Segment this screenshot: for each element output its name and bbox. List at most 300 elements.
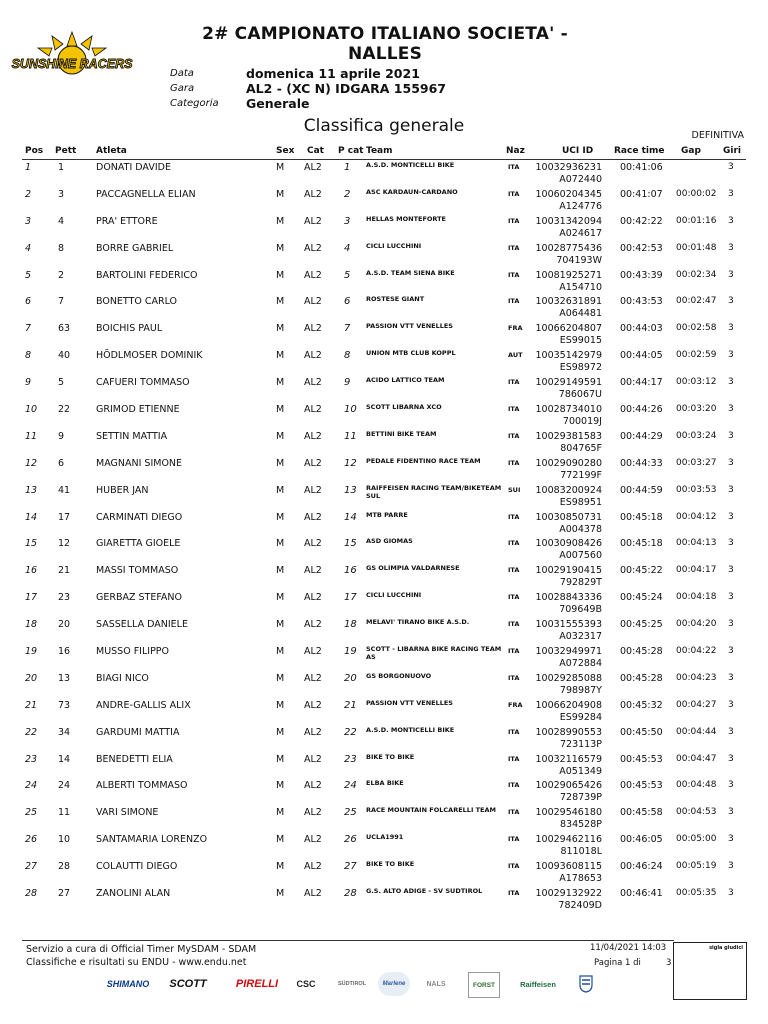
cell-pos: 8 [25, 350, 32, 362]
uci-id-line-2: ES98972 [559, 362, 602, 374]
meta-value: domenica 11 aprile 2021 [246, 66, 420, 81]
cell-cat: AL2 [304, 726, 322, 738]
table-row [22, 859, 746, 886]
cell-atleta: BARTOLINI FEDERICO [96, 269, 198, 281]
cell-uci [532, 189, 602, 213]
cell-team: RAIFFEISEN RACING TEAM/BIKETEAM SUL [366, 483, 502, 500]
table-row [22, 402, 746, 429]
cell-pcat: 22 [344, 726, 357, 738]
cell-atleta: SASSELLA DANIELE [96, 619, 188, 631]
cell-pett: 5 [58, 377, 65, 389]
cell-sex: M [276, 430, 285, 442]
cell-giri: 3 [728, 592, 734, 603]
cell-time: 00:45:53 [620, 780, 663, 792]
uci-id-line-2: A032317 [559, 631, 602, 643]
cell-naz: ITA [508, 647, 520, 656]
uci-id-line-1: 10066204807 [535, 323, 602, 335]
cell-giri: 3 [728, 646, 734, 657]
cell-pett: 12 [58, 538, 71, 550]
cell-uci [532, 296, 602, 320]
uci-id-line-2: 782409D [558, 900, 602, 912]
uci-id-line-1: 10029132922 [535, 888, 602, 900]
cell-giri: 3 [728, 834, 734, 845]
cell-pos: 20 [25, 672, 38, 684]
cell-pett: 2 [58, 269, 65, 281]
cell-pcat: 14 [344, 511, 357, 523]
uci-id-line-2: 728739P [560, 792, 602, 804]
table-row [22, 778, 746, 805]
cell-atleta: GIARETTA GIOELE [96, 538, 181, 550]
uci-id-line-1: 10032116579 [535, 753, 602, 765]
cell-pett: 11 [58, 807, 71, 819]
cell-atleta: PRA' ETTORE [96, 215, 158, 227]
cell-pos: 9 [25, 377, 32, 389]
table-row [22, 671, 746, 698]
cell-sex: M [276, 780, 285, 792]
uci-id-line-2: A178653 [559, 873, 602, 885]
crest-icon [579, 975, 593, 993]
uci-id-line-1: 10028990553 [535, 726, 602, 738]
cell-naz: ITA [508, 835, 520, 844]
cell-time: 00:43:53 [620, 296, 663, 308]
uci-id-line-1: 10029462116 [535, 834, 602, 846]
cell-pos: 26 [25, 834, 38, 846]
cell-cat: AL2 [304, 565, 322, 577]
cell-gap: 00:04:22 [676, 646, 717, 657]
cell-naz: SUI [508, 485, 521, 494]
cell-team: BETTINI BIKE TEAM [366, 429, 437, 438]
cell-time: 00:45:18 [620, 511, 663, 523]
sponsor-pirelli [226, 972, 288, 996]
cell-giri: 3 [728, 430, 734, 441]
cell-giri: 3 [728, 672, 734, 683]
cell-gap: 00:03:20 [676, 404, 717, 415]
cell-atleta: CAFUERI TOMMASO [96, 377, 190, 389]
cell-pos: 22 [25, 726, 38, 738]
uci-id-line-1: 10029285088 [535, 672, 602, 684]
cell-naz: FRA [508, 700, 523, 709]
sunshine-racers-logo [11, 30, 133, 88]
cell-giri: 3 [728, 404, 734, 415]
cell-pett: 20 [58, 619, 71, 631]
cell-sex: M [276, 188, 285, 200]
uci-id-line-2: A024617 [559, 227, 602, 239]
uci-id-line-1: 10083200924 [535, 484, 602, 496]
cell-time: 00:46:24 [620, 861, 663, 873]
cell-giri: 3 [728, 861, 734, 872]
cell-sex: M [276, 888, 285, 900]
cell-pett: 34 [58, 726, 71, 738]
cell-team: ROSTESE GIANT [366, 295, 425, 304]
cell-atleta: HÖDLMOSER DOMINIK [96, 350, 203, 362]
cell-gap: 00:02:47 [676, 296, 717, 307]
uci-id-line-1: 10035142979 [535, 350, 602, 362]
cell-time: 00:44:59 [620, 484, 663, 496]
section-title [0, 116, 768, 136]
section-title-text: Classifica generale [303, 116, 465, 136]
cell-naz: ITA [508, 512, 520, 521]
cell-time: 00:45:25 [620, 619, 663, 631]
cell-uci [532, 350, 602, 374]
cell-time: 00:41:07 [620, 188, 663, 200]
cell-atleta: BONETTO CARLO [96, 296, 178, 308]
uci-id-line-1: 10032631891 [535, 296, 602, 308]
sponsor-raiffeisen [510, 972, 566, 996]
cell-gap: 00:04:53 [676, 807, 717, 818]
cell-giri: 3 [728, 269, 734, 280]
cell-uci [532, 592, 602, 616]
uci-id-line-1: 10030908426 [535, 538, 602, 550]
cell-uci [532, 619, 602, 643]
cell-atleta: CARMINATI DIEGO [96, 511, 183, 523]
sponsor-label: SHIMANO [106, 979, 150, 989]
cell-uci [532, 485, 602, 509]
cell-uci [532, 807, 602, 831]
cell-cat: AL2 [304, 646, 322, 658]
cell-atleta: PACCAGNELLA ELIAN [96, 188, 196, 200]
cell-pett: 40 [58, 350, 71, 362]
cell-pett: 8 [58, 242, 65, 254]
cell-time: 00:42:22 [620, 215, 663, 227]
cell-pos: 5 [25, 269, 32, 281]
cell-time: 00:45:50 [620, 726, 663, 738]
sponsor-nals [420, 972, 452, 996]
table-row [22, 268, 746, 295]
cell-uci [532, 270, 602, 294]
cell-cat: AL2 [304, 538, 322, 550]
cell-naz: ITA [508, 163, 520, 171]
cell-cat: AL2 [304, 162, 322, 173]
cell-naz: ITA [508, 889, 520, 898]
meta-value: Generale [246, 96, 310, 111]
cell-team: CICLI LUCCHINI [366, 241, 422, 250]
cell-pett: 23 [58, 592, 71, 604]
footer-divider [22, 940, 674, 941]
cell-naz: ITA [508, 216, 520, 225]
cell-team: RACE MOUNTAIN FOLCARELLI TEAM [366, 806, 496, 815]
cell-sex: M [276, 511, 285, 523]
uci-id-line-2: 709649B [559, 604, 602, 616]
cell-sex: M [276, 807, 285, 819]
cell-gap: 00:05:19 [676, 861, 717, 872]
cell-naz: ITA [508, 270, 520, 279]
uci-id-line-2: 772199F [560, 469, 602, 481]
cell-naz: ITA [508, 754, 520, 763]
cell-atleta: GERBAZ STEFANO [96, 592, 183, 604]
cell-naz: ITA [508, 593, 520, 602]
table-row [22, 375, 746, 402]
cell-uci [532, 780, 602, 804]
cell-pett: 9 [58, 430, 65, 442]
cell-gap: 00:03:12 [676, 377, 717, 388]
cell-giri: 3 [728, 807, 734, 818]
cell-time: 00:46:05 [620, 834, 663, 846]
cell-atleta: HUBER JAN [96, 484, 149, 496]
cell-team: GS BORGONUOVO [366, 671, 432, 680]
cell-pos: 14 [25, 511, 38, 523]
cell-pos: 28 [25, 888, 38, 900]
cell-cat: AL2 [304, 780, 322, 792]
sponsor-crest [578, 972, 594, 996]
uci-id-line-2: ES99284 [559, 711, 602, 723]
cell-sex: M [276, 269, 285, 281]
cell-giri: 3 [728, 350, 734, 361]
cell-time: 00:45:28 [620, 646, 663, 658]
cell-team: UNION MTB CLUB KOPPL [366, 349, 456, 358]
uci-id-line-1: 10031342094 [535, 215, 602, 227]
cell-atleta: COLAUTTI DIEGO [96, 861, 178, 873]
cell-time: 00:44:17 [620, 377, 663, 389]
cell-team: UCLA1991 [366, 833, 404, 842]
cell-giri: 3 [728, 565, 734, 576]
uci-id-line-1: 10029149591 [535, 377, 602, 389]
cell-team: PASSION VTT VENELLES [366, 698, 453, 707]
cell-cat: AL2 [304, 269, 322, 281]
cell-giri: 3 [728, 726, 734, 737]
cell-sex: M [276, 538, 285, 550]
cell-naz: FRA [508, 324, 523, 333]
cell-giri: 3 [728, 188, 734, 199]
cell-pett: 1 [58, 162, 65, 173]
title-line-2: NALLES [347, 44, 423, 64]
cell-pcat: 8 [344, 350, 351, 362]
cell-naz: ITA [508, 431, 520, 440]
uci-id-line-1: 10060204345 [535, 188, 602, 200]
cell-pos: 16 [25, 565, 38, 577]
cell-pcat: 5 [344, 269, 351, 281]
cell-team: ELBA BIKE [366, 779, 404, 788]
cell-uci [532, 323, 602, 347]
cell-sex: M [276, 242, 285, 254]
cell-pett: 13 [58, 672, 71, 684]
cell-cat: AL2 [304, 457, 322, 469]
uci-id-line-2: 700019J [562, 416, 602, 428]
cell-sex: M [276, 350, 285, 362]
cell-pos: 10 [25, 404, 38, 416]
cell-uci [532, 727, 602, 751]
meta-label: Categoria [170, 98, 219, 109]
cell-cat: AL2 [304, 242, 322, 254]
cell-atleta: DONATI DAVIDE [96, 162, 171, 173]
uci-id-line-2: 834528P [560, 819, 602, 831]
cell-time: 00:41:06 [620, 162, 663, 173]
cell-cat: AL2 [304, 188, 322, 200]
footer-line-2: Classifiche e risultati su ENDU - www.endu.net [26, 957, 247, 968]
cell-atleta: GARDUMI MATTIA [96, 726, 180, 738]
cell-atleta: ALBERTI TOMMASO [96, 780, 188, 792]
col-pett: Pett [55, 146, 77, 156]
cell-atleta: ANDRE-GALLIS ALIX [96, 699, 191, 711]
cell-uci [532, 673, 602, 697]
cell-pcat: 23 [344, 753, 357, 765]
col-naz: Naz [506, 146, 525, 156]
cell-naz: ITA [508, 297, 520, 306]
uci-id-line-2: A072440 [559, 174, 602, 185]
cell-pcat: 16 [344, 565, 357, 577]
uci-id-line-2: 786067U [558, 389, 602, 401]
table-row [22, 563, 746, 590]
cell-gap: 00:04:23 [676, 672, 717, 683]
cell-pett: 27 [58, 888, 71, 900]
cell-pcat: 11 [344, 430, 357, 442]
cell-pos: 19 [25, 646, 38, 658]
cell-pcat: 13 [344, 484, 357, 496]
cell-sex: M [276, 215, 285, 227]
cell-pos: 23 [25, 753, 38, 765]
cell-pcat: 26 [344, 834, 357, 846]
cell-uci [532, 431, 602, 455]
uci-id-line-2: 723113P [560, 738, 602, 750]
cell-team: SCOTT LIBARNA XCO [366, 403, 442, 412]
cell-sex: M [276, 753, 285, 765]
cell-gap: 00:04:18 [676, 592, 717, 603]
table-row [22, 294, 746, 321]
cell-giri: 3 [728, 753, 734, 764]
cell-time: 00:44:33 [620, 457, 663, 469]
cell-pett: 63 [58, 323, 71, 335]
cell-cat: AL2 [304, 484, 322, 496]
cell-cat: AL2 [304, 699, 322, 711]
cell-cat: AL2 [304, 861, 322, 873]
uci-id-line-1: 10029090280 [535, 457, 602, 469]
cell-cat: AL2 [304, 323, 322, 335]
table-row [22, 214, 746, 241]
cell-time: 00:43:39 [620, 269, 663, 281]
sponsor-label: Raiffeisen [520, 979, 556, 989]
cell-sex: M [276, 592, 285, 604]
cell-pett: 73 [58, 699, 71, 711]
uci-id-line-1: 10032949971 [535, 646, 602, 658]
cell-pos: 17 [25, 592, 38, 604]
table-row [22, 241, 746, 268]
cell-giri: 3 [728, 888, 734, 899]
cell-naz: ITA [508, 378, 520, 387]
cell-pcat: 3 [344, 215, 351, 227]
cell-pos: 6 [25, 296, 32, 308]
cell-gap: 00:03:24 [676, 430, 717, 441]
cell-atleta: ZANOLINI ALAN [96, 888, 171, 900]
uci-id-line-1: 10029381583 [535, 430, 602, 442]
cell-atleta: MASSI TOMMASO [96, 565, 179, 577]
cell-pett: 4 [58, 215, 65, 227]
uci-id-line-2: 704193W [556, 254, 602, 266]
cell-cat: AL2 [304, 592, 322, 604]
cell-gap: 00:02:58 [676, 323, 717, 334]
cell-pos: 3 [25, 215, 32, 227]
cell-pos: 7 [25, 323, 32, 335]
cell-pcat: 28 [344, 888, 357, 900]
cell-team: ACIDO LATTICO TEAM [366, 376, 445, 385]
cell-pos: 15 [25, 538, 38, 550]
cell-sex: M [276, 565, 285, 577]
cell-giri: 3 [728, 457, 734, 468]
col-gap: Gap [681, 146, 701, 156]
cell-uci [532, 646, 602, 670]
uci-id-line-2: A004378 [559, 523, 602, 535]
cell-uci [532, 162, 602, 186]
cell-gap: 00:04:47 [676, 753, 717, 764]
col-sex: Sex [276, 146, 295, 156]
col-uci: UCI ID [562, 146, 594, 156]
cell-pett: 41 [58, 484, 71, 496]
cell-pett: 17 [58, 511, 71, 523]
cell-pcat: 17 [344, 592, 357, 604]
cell-team: BIKE TO BIKE [366, 860, 415, 869]
page-total: 3 [666, 958, 672, 968]
cell-pos: 2 [25, 188, 32, 200]
uci-id-line-2: ES98951 [559, 496, 602, 508]
sponsor-forst [468, 972, 500, 998]
cell-gap: 00:05:00 [676, 834, 717, 845]
table-row [22, 617, 746, 644]
sponsor-csc [290, 972, 322, 996]
table-row [22, 160, 746, 187]
cell-cat: AL2 [304, 404, 322, 416]
cell-gap: 00:04:44 [676, 726, 717, 737]
cell-pett: 10 [58, 834, 71, 846]
cell-atleta: SANTAMARIA LORENZO [96, 834, 208, 846]
cell-team: CICLI LUCCHINI [366, 591, 422, 600]
cell-pett: 16 [58, 646, 71, 658]
cell-atleta: BORRE GABRIEL [96, 242, 174, 254]
col-giri: Giri [723, 146, 741, 156]
uci-id-line-2: A072884 [559, 658, 602, 670]
status-label: DEFINITIVA [691, 130, 744, 141]
cell-pcat: 27 [344, 861, 357, 873]
cell-pett: 22 [58, 404, 71, 416]
cell-cat: AL2 [304, 350, 322, 362]
table-row [22, 187, 746, 214]
cell-pos: 27 [25, 861, 38, 873]
cell-naz: AUT [508, 351, 523, 360]
cell-uci [532, 700, 602, 724]
col-atleta: Atleta [96, 146, 127, 156]
cell-time: 00:45:58 [620, 807, 663, 819]
col-pcat: P cat [338, 146, 364, 156]
cell-cat: AL2 [304, 377, 322, 389]
cell-time: 00:46:41 [620, 888, 663, 900]
cell-sex: M [276, 646, 285, 658]
cell-uci [532, 565, 602, 589]
cell-cat: AL2 [304, 511, 322, 523]
cell-pos: 13 [25, 484, 38, 496]
table-row [22, 805, 746, 832]
table-row [22, 752, 746, 779]
cell-sex: M [276, 162, 285, 173]
footer-line-1: Servizio a cura di Official Timer MySDAM - SDAM [26, 944, 257, 955]
cell-giri: 3 [728, 699, 734, 710]
uci-id-line-2: 798987Y [559, 684, 602, 696]
sponsor-sudtirol [332, 972, 372, 996]
cell-gap: 00:04:48 [676, 780, 717, 791]
cell-time: 00:45:28 [620, 672, 663, 684]
footer-pagination [594, 958, 672, 968]
uci-id-line-1: 10028775436 [535, 242, 602, 254]
cell-naz: ITA [508, 539, 520, 548]
cell-pcat: 10 [344, 404, 357, 416]
cell-time: 00:45:24 [620, 592, 663, 604]
cell-pcat: 25 [344, 807, 357, 819]
cell-giri: 3 [728, 538, 734, 549]
table-row [22, 321, 746, 348]
cell-giri: 3 [728, 323, 734, 334]
cell-uci [532, 458, 602, 482]
cell-uci [532, 538, 602, 562]
results-table [22, 160, 746, 913]
cell-naz: ITA [508, 620, 520, 629]
cell-gap: 00:04:17 [676, 565, 717, 576]
cell-gap: 00:02:59 [676, 350, 717, 361]
